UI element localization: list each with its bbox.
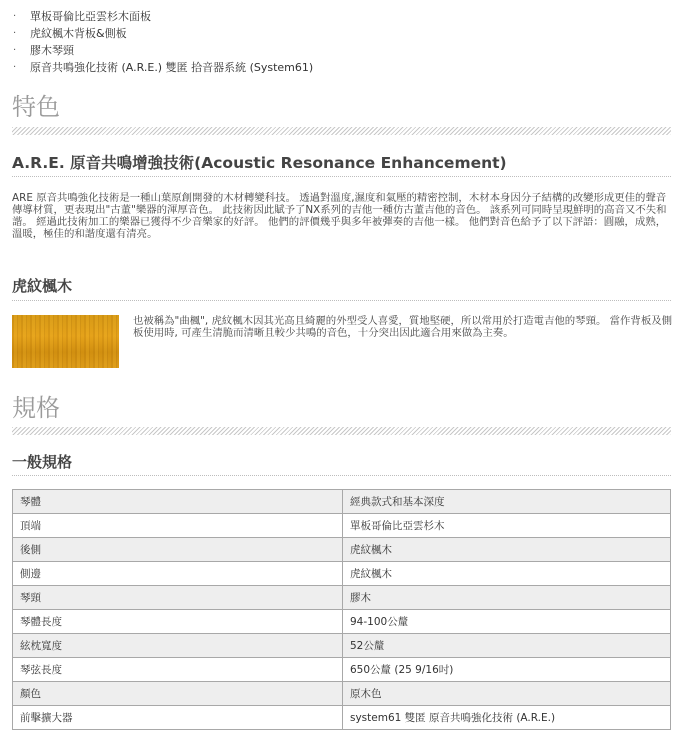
table-row: [13, 514, 671, 538]
dotted-divider: [12, 300, 671, 301]
tiger-maple-image: [12, 315, 119, 368]
spec-label: 側邊: [13, 562, 343, 586]
dotted-divider: [12, 475, 671, 476]
spec-value: 單板哥倫比亞雲杉木: [343, 514, 671, 538]
table-row: [13, 562, 671, 586]
spec-label: 前擊擴大器: [13, 706, 343, 730]
list-item-text: 原音共鳴強化技術 (A.R.E.) 雙匿 拾音器系統 (System61): [30, 61, 314, 74]
spec-value: system61 雙匿 原音共鳴強化技術 (A.R.E.): [343, 706, 671, 730]
spec-label: 絃枕寬度: [13, 634, 343, 658]
table-row: [13, 706, 671, 730]
specs-table: [12, 489, 671, 730]
spec-value: 650公釐 (25 9/16吋): [343, 658, 671, 682]
section-divider-stripe: [12, 127, 671, 135]
spec-value: 膠木: [343, 586, 671, 610]
features-heading: 特色: [12, 93, 60, 121]
maple-description: 也被稱為"曲楓", 虎紋楓木因其光高且綺麗的外型受人喜愛，質地堅硬，所以常用於打造電吉他的琴頸。 當作背板及側板使用時, 可產生清脆而清晰且較少共鳴的音色，十分突出因此適合用來做為主奏。: [133, 315, 672, 339]
table-row: [13, 658, 671, 682]
spec-label: 頂端: [13, 514, 343, 538]
specs-heading: 規格: [12, 394, 60, 422]
spec-label: 後側: [13, 538, 343, 562]
table-row: [13, 538, 671, 562]
spec-label: 琴頸: [13, 586, 343, 610]
features-bullet-list: [10, 8, 670, 76]
bullet-icon: ·: [13, 45, 17, 56]
spec-value: 虎紋楓木: [343, 538, 671, 562]
are-heading: A.R.E. 原音共鳴增強技術(Acoustic Resonance Enhancement): [12, 154, 507, 172]
list-item-text: 虎紋楓木背板&側板: [30, 27, 127, 40]
bullet-icon: ·: [13, 11, 17, 22]
spec-label: 琴體長度: [13, 610, 343, 634]
list-item: [10, 59, 670, 76]
list-item-text: 膠木琴頸: [30, 44, 74, 57]
spec-value: 經典款式和基本深度: [343, 490, 671, 514]
section-divider-stripe: [12, 427, 671, 435]
spec-label: 顏色: [13, 682, 343, 706]
maple-heading: 虎紋楓木: [12, 277, 73, 295]
table-row: [13, 586, 671, 610]
dotted-divider: [12, 176, 671, 177]
spec-value: 94-100公釐: [343, 610, 671, 634]
spec-value: 虎紋楓木: [343, 562, 671, 586]
general-specs-heading: 一般規格: [12, 453, 73, 471]
spec-label: 琴弦長度: [13, 658, 343, 682]
table-row: [13, 490, 671, 514]
table-row: [13, 634, 671, 658]
table-row: [13, 682, 671, 706]
list-item-text: 單板哥倫比亞雲杉木面板: [30, 10, 151, 23]
spec-label: 琴體: [13, 490, 343, 514]
list-item: [10, 8, 670, 25]
table-row: [13, 610, 671, 634]
bullet-icon: ·: [13, 28, 17, 39]
are-description: ARE 原音共鳴強化技術是一種山葉原創開發的木材轉變科技。 透過對溫度,濕度和氣壓的精密控制，木材本身因分子結構的改變形成更佳的聲音傳導材質，更表現出"古董"樂器的渾厚音色。 此技術因此賦予了NX系列的吉他一種仿古董吉他的音色。 該系列可同時呈現鮮明的高音又不失和諧。 經過此技術加工的樂器已獲得不少音樂家的好評。 他們的評價幾乎與多年被彈奏的吉他一樣。 他們對音色給予了以下評語：圓融，成熟，溫暖，極佳的和諧度還有清亮。: [12, 192, 667, 240]
spec-value: 52公釐: [343, 634, 671, 658]
list-item: [10, 42, 670, 59]
list-item: [10, 25, 670, 42]
bullet-icon: ·: [13, 62, 17, 73]
spec-value: 原木色: [343, 682, 671, 706]
